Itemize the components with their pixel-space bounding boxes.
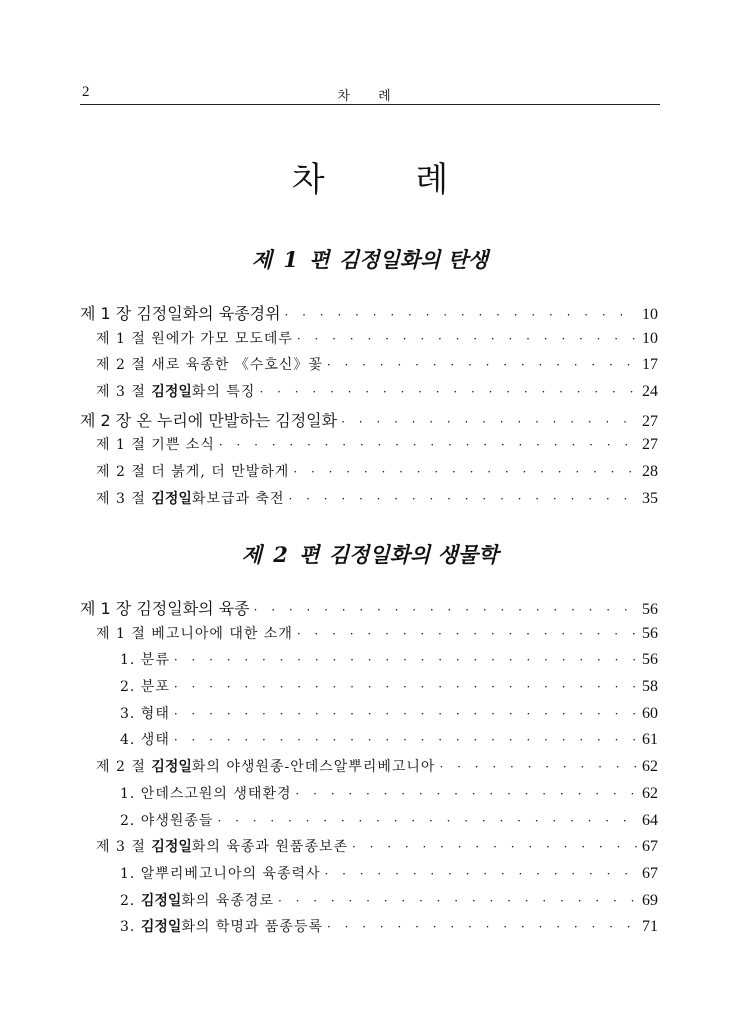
toc-entry-label: [120, 783, 292, 803]
entry-emphasis: 김정일: [140, 892, 182, 909]
toc-entry-item[interactable]: [80, 916, 658, 943]
page-number: 2: [82, 84, 90, 100]
entry-suffix: 화보급과 축전: [191, 490, 285, 507]
entry-prefix: 2.: [120, 892, 141, 909]
toc-entry-section[interactable]: [80, 434, 658, 461]
toc-entry-label: 제 2 장 온 누리에 만발하는 김정일화: [80, 410, 338, 430]
toc-page-number: 67: [642, 864, 658, 882]
entry-prefix: 3. 형태: [120, 705, 170, 722]
entry-prefix: 제 1 절 원에가 가모 모도데루: [96, 330, 293, 347]
entry-suffix: 화의 야생원종-안데스알뿌리베고니아: [191, 759, 436, 776]
dot-leader: [297, 627, 638, 641]
toc-entry-label: 제 1 장 김정일화의 육종경위: [80, 304, 281, 323]
dot-leader: [439, 760, 638, 774]
toc-entry-label: [120, 703, 170, 723]
toc-page-number: 27: [642, 412, 658, 430]
toc-entry-label: [120, 810, 213, 830]
entry-suffix: 화의 육종과 원품종보존: [191, 839, 349, 856]
toc-entry-label: [96, 488, 285, 508]
toc-page-number: 24: [642, 383, 658, 401]
toc-page-number: 56: [642, 651, 658, 669]
toc-page-number: 10: [642, 329, 658, 347]
toc-entry-item[interactable]: [80, 729, 658, 756]
toc-entry-item[interactable]: [80, 783, 658, 810]
dot-leader: [217, 814, 638, 828]
entry-prefix: 제 1 절 기쁜 소식: [96, 437, 215, 454]
part-heading-1: [0, 244, 740, 274]
entry-prefix: 제 2 절: [96, 759, 152, 776]
dot-leader: [341, 415, 638, 429]
entry-prefix: 제 3 절: [96, 384, 152, 401]
toc-entry-label: [120, 863, 321, 883]
running-title: 차 례: [337, 89, 403, 104]
toc-page-number: 60: [642, 704, 658, 722]
entry-prefix: 제 2 절 더 붉게, 더 만발하게: [96, 464, 290, 481]
toc-entry-item[interactable]: [80, 890, 658, 917]
toc-page-number: 35: [642, 489, 658, 507]
toc-entry-item[interactable]: [80, 810, 658, 837]
entry-prefix: 1. 알뿌리베고니아의 육종력사: [120, 865, 321, 882]
entry-prefix: 2. 분포: [120, 679, 170, 696]
dot-leader: [327, 358, 638, 372]
dot-leader: [296, 787, 639, 801]
toc-entry-section[interactable]: [80, 623, 658, 650]
toc-page-number: 17: [642, 356, 658, 374]
dot-leader: [219, 438, 638, 452]
toc-entry-label: [96, 836, 348, 856]
toc-entry-item[interactable]: [80, 676, 658, 703]
entry-emphasis: 김정일: [151, 384, 192, 401]
toc-entry-section[interactable]: [80, 381, 658, 408]
toc-entry-section[interactable]: [80, 328, 658, 355]
toc-entry-label: [120, 676, 170, 696]
toc-list-part-1: [80, 301, 658, 515]
entry-suffix: 화의 육종경로: [181, 892, 274, 909]
toc-page-number: 27: [642, 436, 658, 454]
toc-entry-label: 제 1 장 김정일화의 육종: [80, 599, 250, 618]
dot-leader: [285, 308, 638, 322]
toc-page-number: 62: [642, 758, 658, 776]
toc-entry-label: [120, 729, 170, 749]
entry-prefix: 제 1 절 베고니아에 대한 소개: [96, 625, 293, 642]
entry-emphasis: 김정일: [151, 490, 192, 507]
part-name: 김정일화의 생물학: [328, 542, 499, 567]
dot-leader: [174, 707, 638, 721]
entry-prefix: 제 3 절: [96, 839, 152, 856]
toc-entry-chapter[interactable]: [80, 408, 658, 435]
toc-entry-label: [120, 890, 274, 910]
toc-entry-label: [96, 434, 215, 454]
entry-prefix: 2. 야생원종들: [120, 812, 214, 829]
page-title: 차 례: [291, 160, 489, 200]
toc-page-number: 69: [642, 891, 658, 909]
entry-emphasis: 김정일: [151, 839, 192, 856]
entry-suffix: 화의 학명과 품종등록: [181, 919, 324, 936]
dot-leader: [327, 920, 638, 934]
toc-entry-label: [96, 354, 323, 374]
toc-page-number: 56: [642, 624, 658, 642]
toc-entry-label: [96, 328, 293, 348]
part-label: 제 1 편: [251, 247, 332, 272]
toc-page-number: 67: [642, 838, 658, 856]
toc-page-number: 71: [642, 918, 658, 936]
entry-prefix: 제 2 절 새로 육종한 《수호신》꽃: [96, 357, 323, 374]
dot-leader: [352, 840, 638, 854]
toc-entry-section[interactable]: [80, 836, 658, 863]
toc-page-number: 56: [642, 601, 658, 618]
toc-page-number: 61: [642, 731, 658, 749]
dot-leader: [293, 465, 638, 479]
toc-entry-item[interactable]: [80, 703, 658, 730]
toc-entry-chapter[interactable]: [80, 301, 658, 328]
toc-page-number: 10: [642, 306, 658, 323]
toc-entry-label: [120, 649, 170, 669]
dot-leader: [325, 867, 638, 881]
entry-prefix: 1. 분류: [120, 652, 170, 669]
toc-entry-chapter[interactable]: [80, 596, 658, 623]
entry-prefix: 1. 안데스고원의 생태환경: [120, 785, 292, 802]
toc-entry-item[interactable]: [80, 649, 658, 676]
running-header: [80, 84, 660, 105]
toc-entry-label: [96, 623, 293, 643]
toc-entry-section[interactable]: [80, 354, 658, 381]
part-heading-2: [0, 539, 740, 569]
dot-leader: [174, 680, 638, 694]
toc-page-number: 58: [642, 678, 658, 696]
toc-entry-item[interactable]: [80, 863, 658, 890]
entry-suffix: 화의 특징: [191, 384, 256, 401]
entry-prefix: 4. 생태: [120, 732, 170, 749]
toc-page-number: 28: [642, 463, 658, 481]
toc-entry-section[interactable]: [80, 461, 658, 488]
toc-entry-section[interactable]: [80, 488, 658, 515]
toc-entry-label: [120, 916, 323, 936]
toc-entry-label: [96, 461, 289, 481]
dot-leader: [297, 332, 638, 346]
toc-entry-label: [96, 756, 435, 776]
toc-list-part-2: [80, 596, 658, 943]
entry-emphasis: 김정일: [151, 759, 192, 776]
entry-prefix: 제 3 절: [96, 490, 152, 507]
dot-leader: [254, 603, 638, 617]
dot-leader: [289, 492, 639, 506]
toc-entry-section[interactable]: [80, 756, 658, 783]
toc-page-number: 62: [642, 784, 658, 802]
dot-leader: [174, 653, 638, 667]
entry-emphasis: 김정일: [140, 919, 182, 936]
dot-leader: [174, 733, 638, 747]
entry-prefix: 3.: [120, 919, 141, 936]
part-label: 제 2 편: [241, 542, 322, 567]
toc-page-number: 64: [642, 811, 658, 829]
dot-leader: [278, 894, 638, 908]
toc-entry-label: [96, 381, 255, 401]
part-name: 김정일화의 탄생: [338, 247, 489, 272]
dot-leader: [259, 385, 638, 399]
